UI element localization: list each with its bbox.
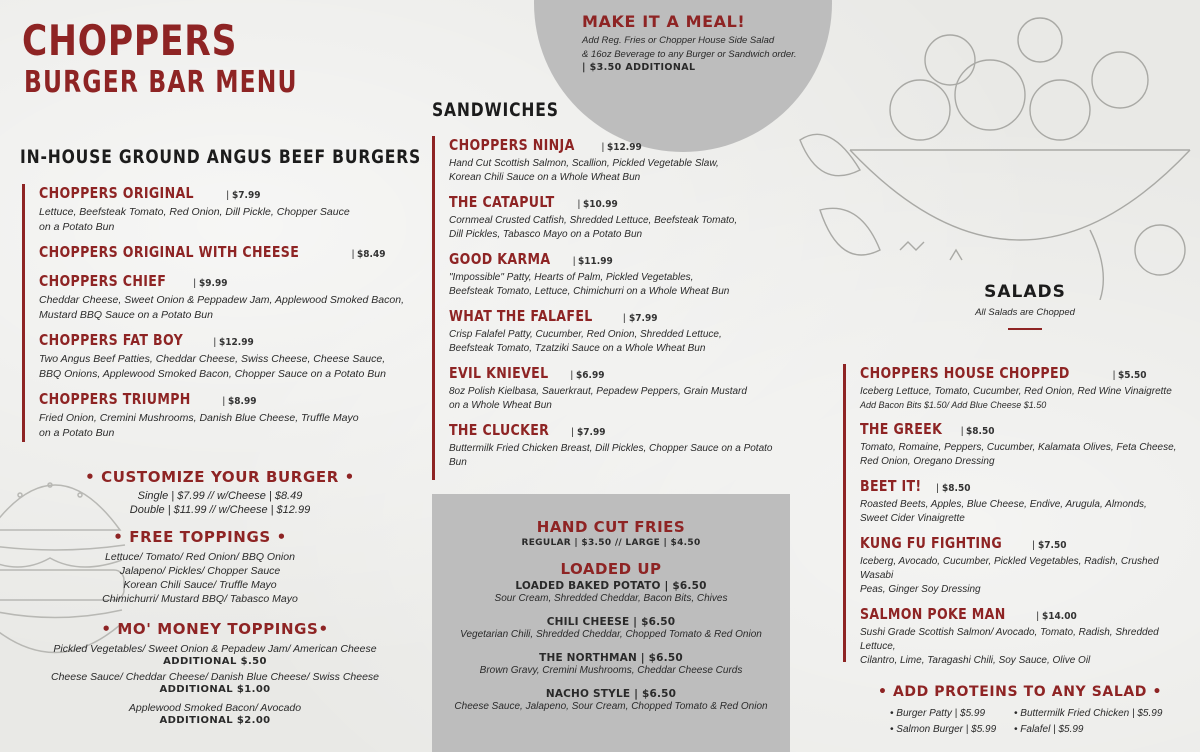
topping-line: Lettuce/ Tomato/ Red Onion/ BBQ Onion [105, 551, 295, 563]
item-price: $7.99 [232, 190, 261, 201]
item-price: $7.50 [1037, 540, 1067, 551]
salads-header [935, 282, 1115, 330]
item-desc: Sweet Cider Vinaigrette [860, 513, 965, 524]
mo-money-line: Pickled Vegetables/ Sweet Onion & Pepadew Jam/ American Cheese [53, 643, 377, 655]
item-desc: Iceberg Lettuce, Tomato, Cucumber, Red Onion, Red Wine Vinaigrette [860, 386, 1172, 397]
protein-item: • Burger Patty | $5.99 [890, 708, 986, 719]
item-desc: Roasted Beets, Apples, Blue Cheese, Endive, Arugula, Almonds, [860, 499, 1147, 510]
proteins-heading: • ADD PROTEINS TO ANY SALAD • [877, 684, 1163, 700]
item-desc: Red Onion, Oregano Dressing [860, 456, 995, 467]
meal-price: | $3.50 ADDITIONAL [582, 62, 696, 73]
loaded-item-name: NACHO STYLE | $6.50 [545, 688, 677, 700]
item-price: $11.99 [578, 256, 614, 267]
sandwiches-list [432, 136, 792, 480]
item-desc: Beefsteak Tomato, Lettuce, Chimichurri on a Whole Wheat Bun [449, 286, 730, 297]
mo-money-price: ADDITIONAL $2.00 [159, 715, 271, 726]
salads-heading: SALADS [984, 282, 1066, 302]
item-name: CHOPPERS ORIGINAL WITH CHEESE [39, 243, 300, 261]
item-price: $9.99 [198, 278, 228, 289]
mo-money-line: Cheese Sauce/ Cheddar Cheese/ Danish Blue Cheese/ Swiss Cheese [50, 671, 380, 683]
item-desc: Hand Cut Scottish Salmon, Scallion, Pickled Vegetable Slaw, [449, 158, 719, 169]
item-desc: Iceberg, Avocado, Cucumber, Pickled Vegetables, Radish, Crushed Wasabi [860, 556, 1159, 581]
item-name: THE CLUCKER [449, 421, 550, 439]
salads-list [843, 364, 1193, 666]
item-price: $12.99 [219, 337, 254, 348]
item-desc: Two Angus Beef Patties, Cheddar Cheese, Swiss Cheese, Cheese Sauce, [39, 353, 386, 365]
menu-item: GOOD KARMA | $11.99 "Impossible" Patty, Hearts of Palm, Pickled Vegetables, Beefsteak Tomato, Lettuce, Chimichurri on a Whole Wheat Bun [449, 250, 792, 299]
loaded-item-desc: Brown Gravy, Cremini Mushrooms, Cheddar Cheese Curds [479, 665, 743, 676]
item-desc: Peas, Ginger Soy Dressing [860, 584, 981, 595]
protein-item: • Falafel | $5.99 [1014, 724, 1084, 735]
item-desc: on a Whole Wheat Bun [449, 400, 552, 411]
item-price: $14.00 [1041, 611, 1077, 622]
salads-subheading: All Salads are Chopped [975, 307, 1075, 318]
menu-item: CHOPPERS CHIEF | $9.99 Cheddar Cheese, Sweet Onion & Peppadew Jam, Applewood Smoked Bacon, Mustard BBQ Sauce on a Potato Bun [39, 272, 412, 323]
meal-heading: MAKE IT A MEAL! [582, 12, 746, 31]
item-name: CHOPPERS HOUSE CHOPPED [860, 364, 1070, 382]
fries-section [432, 518, 790, 714]
customize-section [40, 468, 400, 517]
item-desc: Dill Pickles, Tabasco Mayo on a Potato Bun [449, 229, 643, 240]
menu-item: CHOPPERS HOUSE CHOPPED | $5.50 Iceberg Lettuce, Tomato, Cucumber, Red Onion, Red Wine Vinaigrette Add Bacon Bits $1.50/ Add Blue Cheese $1.50 [860, 364, 1193, 412]
customize-heading: • CUSTOMIZE YOUR BURGER • [85, 468, 355, 486]
protein-item: • Buttermilk Fried Chicken | $5.99 [1014, 708, 1163, 719]
item-desc: Crisp Falafel Patty, Cucumber, Red Onion, Shredded Lettuce, [449, 329, 722, 340]
item-price: $8.49 [357, 249, 386, 260]
meal-section [582, 12, 822, 73]
burgers-list [22, 184, 412, 442]
meal-line: & 16oz Beverage to any Burger or Sandwich order. [582, 49, 797, 60]
menu-item: THE GREEK | $8.50 Tomato, Romaine, Peppers, Cucumber, Kalamata Olives, Feta Cheese, Red Onion, Oregano Dressing [860, 420, 1193, 469]
menu-item: THE CATAPULT | $10.99 Cornmeal Crusted Catfish, Shredded Lettuce, Beefsteak Tomato, Dill Pickles, Tabasco Mayo on a Potato Bun [449, 193, 792, 242]
item-name: WHAT THE FALAFEL [449, 307, 593, 325]
item-price: $7.99 [628, 313, 658, 324]
item-desc: Tomato, Romaine, Peppers, Cucumber, Kalamata Olives, Feta Cheese, [860, 442, 1177, 453]
item-desc: on a Potato Bun [39, 221, 115, 233]
loaded-item-desc: Vegetarian Chili, Shredded Cheddar, Chopped Tomato & Red Onion [460, 629, 762, 640]
brand-subtitle: BURGER BAR MENU [24, 65, 298, 100]
item-name: EVIL KNIEVEL [449, 364, 549, 382]
item-name: BEET IT! [860, 477, 922, 495]
loaded-item-name: THE NORTHMAN | $6.50 [539, 652, 683, 664]
item-name: THE CATAPULT [449, 193, 555, 211]
menu-item: KUNG FU FIGHTING | $7.50 Iceberg, Avocado, Cucumber, Pickled Vegetables, Radish, Crushed Wasabi Peas, Ginger Soy Dressing [860, 534, 1193, 597]
customize-double: Double | $11.99 // w/Cheese | $12.99 [129, 504, 311, 516]
brand-title: CHOPPERS [22, 16, 238, 65]
item-desc: "Impossible" Patty, Hearts of Palm, Pickled Vegetables, [449, 272, 694, 283]
menu-item: CHOPPERS TRIUMPH | $8.99 Fried Onion, Cremini Mushrooms, Danish Blue Cheese, Truffle Mayo on a Potato Bun [39, 390, 412, 441]
loaded-item [432, 688, 790, 714]
meal-line: Add Reg. Fries or Chopper House Side Salad [582, 35, 775, 46]
menu-item: THE CLUCKER | $7.99 Buttermilk Fried Chicken Breast, Dill Pickles, Chopper Sauce on a Potato Bun [449, 421, 792, 470]
item-name: GOOD KARMA [449, 250, 551, 268]
item-name: CHOPPERS CHIEF [39, 272, 167, 290]
item-name: KUNG FU FIGHTING [860, 534, 1003, 552]
mo-money-line: Applewood Smoked Bacon/ Avocado [128, 702, 302, 714]
loaded-item-name: CHILI CHEESE | $6.50 [546, 616, 676, 628]
loaded-item-desc: Sour Cream, Shredded Cheddar, Bacon Bits, Chives [494, 593, 728, 604]
item-name: SALMON POKE MAN [860, 605, 1006, 623]
item-price: $7.99 [576, 427, 606, 438]
item-desc: Beefsteak Tomato, Tzatziki Sauce on a Whole Wheat Bun [449, 343, 706, 354]
item-desc: Sushi Grade Scottish Salmon/ Avocado, Tomato, Radish, Shredded Lettuce, [860, 627, 1159, 652]
topping-line: Chimichurri/ Mustard BBQ/ Tabasco Mayo [102, 593, 298, 605]
menu-item: EVIL KNIEVEL | $6.99 8oz Polish Kielbasa, Sauerkraut, Pepadew Peppers, Grain Mustard on a Whole Wheat Bun [449, 364, 792, 413]
fries-sizes: REGULAR | $3.50 // LARGE | $4.50 [521, 538, 701, 548]
item-price: $8.50 [966, 426, 995, 437]
burgers-heading: IN-HOUSE GROUND ANGUS BEEF BURGERS [20, 146, 422, 168]
menu-item: WHAT THE FALAFEL | $7.99 Crisp Falafel Patty, Cucumber, Red Onion, Shredded Lettuce, Beefsteak Tomato, Tzatziki Sauce on a Whole Wheat Bun [449, 307, 792, 356]
item-price: $5.50 [1118, 370, 1147, 381]
item-price: $8.99 [228, 396, 257, 407]
mo-money-price: ADDITIONAL $1.00 [159, 684, 271, 695]
item-desc: 8oz Polish Kielbasa, Sauerkraut, Pepadew Peppers, Grain Mustard [449, 386, 747, 397]
item-desc: Cilantro, Lime, Taragashi Chili, Soy Sauce, Olive Oil [860, 655, 1091, 666]
loaded-item [432, 616, 790, 642]
customize-single: Single | $7.99 // w/Cheese | $8.49 [137, 490, 303, 502]
item-desc: Korean Chili Sauce on a Whole Wheat Bun [449, 172, 641, 183]
item-desc: Cornmeal Crusted Catfish, Shredded Lettuce, Beefsteak Tomato, [449, 215, 738, 226]
item-name: CHOPPERS ORIGINAL [39, 184, 194, 202]
item-desc: on a Potato Bun [39, 427, 115, 439]
sandwiches-heading: SANDWICHES [432, 99, 559, 121]
menu-item: BEET IT! | $8.50 Roasted Beets, Apples, Blue Cheese, Endive, Arugula, Almonds, Sweet Cider Vinaigrette [860, 477, 1193, 526]
menu-item: CHOPPERS ORIGINAL WITH CHEESE | $8.49 [39, 243, 412, 264]
proteins-section [860, 684, 1180, 700]
item-price: $6.99 [576, 370, 605, 381]
item-price: $8.50 [941, 483, 971, 494]
item-desc: BBQ Onions, Applewood Smoked Bacon, Chopper Sauce on a Potato Bun [39, 368, 386, 380]
protein-item: • Salmon Burger | $5.99 [890, 724, 997, 735]
item-desc: Buttermilk Fried Chicken Breast, Dill Pickles, Chopper Sauce on a Potato Bun [449, 443, 773, 468]
free-toppings-section [20, 528, 380, 606]
salad-bowl-sketch-icon [790, 0, 1200, 300]
item-price: $12.99 [607, 142, 642, 153]
mo-money-price: ADDITIONAL $.50 [163, 656, 267, 667]
mo-money-section [20, 620, 410, 726]
loaded-item [432, 652, 790, 678]
mo-money-heading: • MO' MONEY TOPPINGS• [101, 620, 329, 638]
item-desc: Mustard BBQ Sauce on a Potato Bun [39, 309, 213, 321]
free-toppings-heading: • FREE TOPPINGS • [113, 528, 287, 546]
menu-item: CHOPPERS NINJA | $12.99 Hand Cut Scottish Salmon, Scallion, Pickled Vegetable Slaw, Korean Chili Sauce on a Whole Wheat Bun [449, 136, 792, 185]
item-name: CHOPPERS NINJA [449, 136, 575, 154]
loaded-item-desc: Cheese Sauce, Jalapeno, Sour Cream, Chopped Tomato & Red Onion [454, 701, 768, 712]
fries-heading: HAND CUT FRIES [536, 518, 686, 536]
topping-line: Korean Chili Sauce/ Truffle Mayo [123, 579, 277, 591]
salads-divider [1008, 328, 1042, 330]
item-price: $10.99 [583, 199, 619, 210]
menu-item: CHOPPERS ORIGINAL | $7.99 Lettuce, Beefsteak Tomato, Red Onion, Dill Pickle, Chopper Sauce on a Potato Bun [39, 184, 412, 235]
topping-line: Jalapeno/ Pickles/ Chopper Sauce [119, 565, 281, 577]
item-desc: Cheddar Cheese, Sweet Onion & Peppadew Jam, Applewood Smoked Bacon, [39, 294, 404, 306]
loaded-heading: LOADED UP [560, 560, 662, 578]
item-name: CHOPPERS FAT BOY [39, 331, 184, 349]
loaded-item [432, 580, 790, 606]
loaded-item-name: LOADED BAKED POTATO | $6.50 [515, 580, 707, 592]
item-desc: Fried Onion, Cremini Mushrooms, Danish Blue Cheese, Truffle Mayo [39, 412, 359, 424]
item-name: CHOPPERS TRIUMPH [39, 390, 191, 408]
item-name: THE GREEK [860, 420, 943, 438]
item-desc: Lettuce, Beefsteak Tomato, Red Onion, Dill Pickle, Chopper Sauce [39, 206, 350, 218]
menu-item: SALMON POKE MAN | $14.00 Sushi Grade Scottish Salmon/ Avocado, Tomato, Radish, Shredded Lettuce, Cilantro, Lime, Taragashi Chili, Soy Sauce, Olive Oil [860, 605, 1193, 668]
item-desc: Add Bacon Bits $1.50/ Add Blue Cheese $1.50 [860, 400, 1047, 410]
menu-item: CHOPPERS FAT BOY | $12.99 Two Angus Beef Patties, Cheddar Cheese, Swiss Cheese, Cheese Sauce, BBQ Onions, Applewood Smoked Bacon, Chopper Sauce on a Potato Bun [39, 331, 412, 382]
